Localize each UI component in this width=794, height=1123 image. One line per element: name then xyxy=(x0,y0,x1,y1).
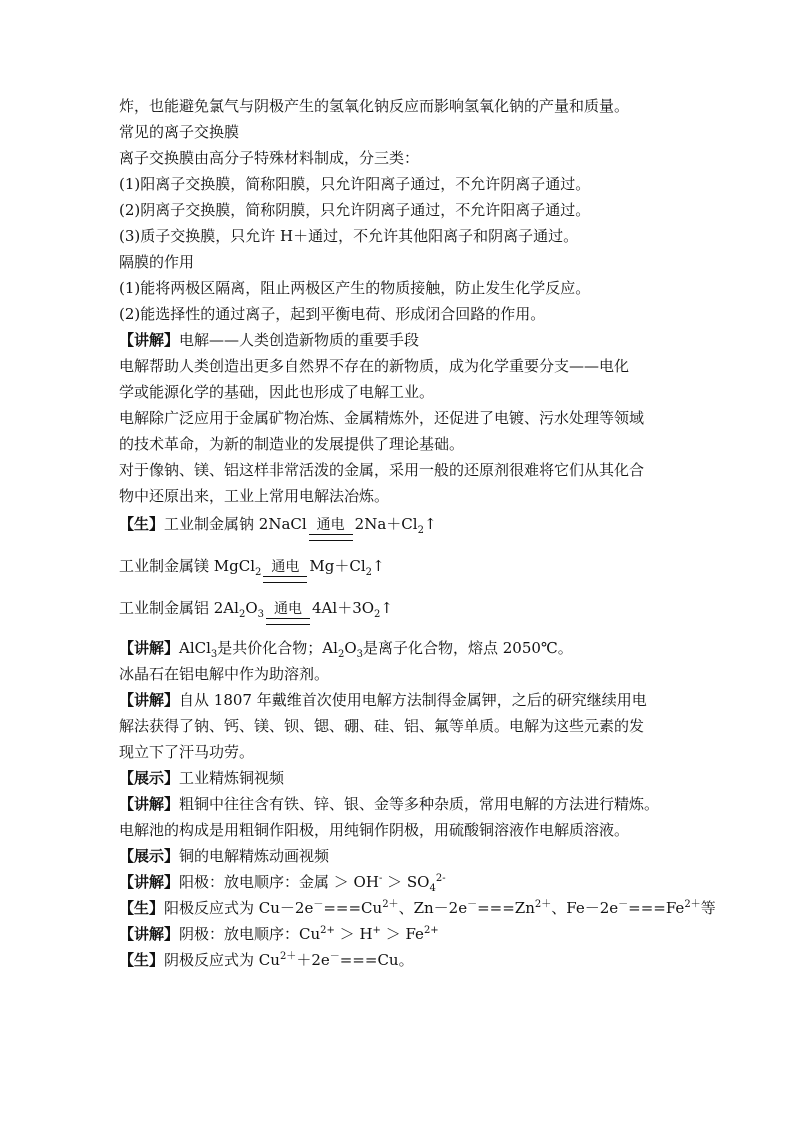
text-run: 工业精炼铜视频 xyxy=(179,769,285,787)
text-line xyxy=(119,921,719,947)
text-line xyxy=(119,661,719,687)
text-line xyxy=(119,869,719,895)
text-line xyxy=(119,119,719,145)
text-run: 电解除广泛应用于金属矿物冶炼、金属精炼外，还促进了电镀、污水处理等领域 xyxy=(119,409,645,427)
text-run: AlCl xyxy=(179,639,211,657)
superscript: 2+ xyxy=(423,925,439,936)
reaction-condition: 通电 xyxy=(274,601,303,617)
text-line xyxy=(119,145,719,171)
text-run: 阴极：放电顺序：Cu xyxy=(179,925,321,943)
text-line xyxy=(119,353,719,379)
text-run: ＞ Fe xyxy=(380,925,424,943)
subscript: 2 xyxy=(255,567,262,578)
text-run: 是离子化合物，熔点 2050℃。 xyxy=(363,639,573,657)
reaction-condition: 通电 xyxy=(271,559,300,575)
text-run: 工业制金属钠 2NaCl xyxy=(164,515,307,533)
text-line xyxy=(119,843,719,869)
text-line xyxy=(119,817,719,843)
reaction-condition-arrow xyxy=(263,559,307,587)
double-line-arrow-icon xyxy=(263,576,307,583)
text-run: 、Zn－2e xyxy=(398,899,468,917)
text-run: 工业制金属镁 MgCl xyxy=(119,557,256,575)
text-run: 自从 1807 年戴维首次使用电解方法制得金属钾，之后的研究继续用电 xyxy=(179,691,647,709)
text-run: 冰晶石在铝电解中作为助溶剂。 xyxy=(119,665,330,683)
text-line xyxy=(119,431,719,457)
section-tag: 【讲解】 xyxy=(119,639,180,657)
text-line xyxy=(119,327,719,353)
text-run: ===Fe xyxy=(628,899,685,917)
text-line xyxy=(119,223,719,249)
section-tag: 【讲解】 xyxy=(119,691,180,709)
section-tag: 【讲解】 xyxy=(119,873,180,891)
text-line xyxy=(119,765,719,791)
text-run: Mg＋Cl xyxy=(309,557,366,575)
reaction-equation xyxy=(119,593,719,635)
text-run: 阴极反应式为 Cu xyxy=(164,951,280,969)
text-line xyxy=(119,197,719,223)
text-run: 电解——人类创造新物质的重要手段 xyxy=(179,331,420,349)
section-tag: 【讲解】 xyxy=(119,331,180,349)
equation-body xyxy=(119,600,393,629)
superscript: 2+ xyxy=(320,925,335,936)
superscript: － xyxy=(467,899,478,910)
text-run: (2)阴离子交换膜，简称阴膜，只允许阴离子通过，不允许阳离子通过。 xyxy=(119,201,591,219)
text-line xyxy=(119,483,719,509)
text-run: ＞ SO xyxy=(382,873,430,891)
double-line-arrow-icon xyxy=(309,534,353,541)
text-line xyxy=(119,405,719,431)
superscript: － xyxy=(329,951,340,962)
text-run: 电解帮助人类创造出更多自然界不存在的新物质，成为化学重要分支——电化 xyxy=(119,357,630,375)
text-run: ===Cu。 xyxy=(339,951,414,969)
reaction-condition: 通电 xyxy=(316,517,345,533)
document-body xyxy=(119,93,719,973)
superscript: － xyxy=(618,899,629,910)
text-line xyxy=(119,275,719,301)
reaction-condition-arrow xyxy=(309,517,353,545)
section-tag: 【展示】 xyxy=(119,769,180,787)
text-line xyxy=(119,301,719,327)
reaction-equation xyxy=(119,551,719,593)
reaction-condition-arrow xyxy=(266,601,310,629)
text-line xyxy=(119,93,719,119)
text-run: 等 xyxy=(700,899,716,917)
superscript: 2＋ xyxy=(684,899,701,910)
text-line xyxy=(119,249,719,275)
superscript: - xyxy=(378,873,383,884)
section-tag: 【生】 xyxy=(119,951,165,969)
text-line xyxy=(119,791,719,817)
text-run: (1)阳离子交换膜，简称阳膜，只允许阳离子通过，不允许阴离子通过。 xyxy=(119,175,591,193)
text-run: (2)能选择性的通过离子，起到平衡电荷、形成闭合回路的作用。 xyxy=(119,305,546,323)
text-run: 2Na＋Cl xyxy=(354,515,418,533)
subscript: 4 xyxy=(429,883,436,894)
text-run: O xyxy=(245,599,258,617)
text-run: ＋2e xyxy=(296,951,330,969)
text-run: (3)质子交换膜，只允许 H＋通过，不允许其他阳离子和阴离子通过。 xyxy=(119,227,579,245)
superscript: 2- xyxy=(435,873,446,884)
text-line xyxy=(119,687,719,713)
text-run: 学或能源化学的基础，因此也形成了电解工业。 xyxy=(119,383,435,401)
text-run: 炸，也能避免氯气与阴极产生的氢氧化钠反应而影响氢氧化钠的产量和质量。 xyxy=(119,97,630,115)
text-run: 是共价化合物；Al xyxy=(217,639,338,657)
text-run: ＞ H xyxy=(334,925,373,943)
text-run: 4Al＋3O xyxy=(312,599,375,617)
section-tag: 【生】 xyxy=(119,515,165,533)
text-run: 粗铜中往往含有铁、锌、银、金等多种杂质，常用电解的方法进行精炼。 xyxy=(179,795,660,813)
text-line xyxy=(119,171,719,197)
section-tag: 【讲解】 xyxy=(119,795,180,813)
text-run: ↑ xyxy=(380,599,393,617)
reaction-equation xyxy=(119,509,719,551)
subscript: 2 xyxy=(374,609,381,620)
subscript: 2 xyxy=(365,567,373,578)
subscript: 2 xyxy=(417,525,424,536)
text-run: 物中还原出来，工业上常用电解法冶炼。 xyxy=(119,487,390,505)
double-line-arrow-icon xyxy=(266,618,310,625)
text-run: 阳极：放电顺序：金属 ＞ OH xyxy=(179,873,379,891)
superscript: 2＋ xyxy=(279,951,297,962)
text-run: ↑ xyxy=(372,557,385,575)
text-line xyxy=(119,457,719,483)
text-run: 现立下了汗马功劳。 xyxy=(119,743,255,761)
text-line xyxy=(119,947,719,973)
superscript: + xyxy=(372,925,381,936)
subscript: 2 xyxy=(238,609,246,620)
section-tag: 【生】 xyxy=(119,899,165,917)
superscript: 2＋ xyxy=(534,899,552,910)
section-tag: 【讲解】 xyxy=(119,925,180,943)
superscript: － xyxy=(313,899,324,910)
subscript: 3 xyxy=(210,649,218,660)
subscript: 3 xyxy=(356,649,363,660)
text-line xyxy=(119,713,719,739)
text-line xyxy=(119,635,719,661)
text-line xyxy=(119,379,719,405)
text-run: ↑ xyxy=(423,515,437,533)
text-run: 对于像钠、镁、铝这样非常活泼的金属，采用一般的还原剂很难将它们从其化合 xyxy=(119,461,645,479)
text-run: 电解池的构成是用粗铜作阳极，用纯铜作阴极，用硫酸铜溶液作电解质溶液。 xyxy=(119,821,630,839)
text-run: 离子交换膜由高分子特殊材料制成，分三类： xyxy=(119,149,420,167)
text-run: 解法获得了钠、钙、镁、钡、锶、硼、硅、铝、氟等单质。电解为这些元素的发 xyxy=(119,717,645,735)
text-run: ===Zn xyxy=(477,899,535,917)
text-run: 阳极反应式为 Cu－2e xyxy=(164,899,314,917)
subscript: 3 xyxy=(257,609,265,620)
text-run: 的技术革命，为新的制造业的发展提供了理论基础。 xyxy=(119,435,465,453)
text-run: 隔膜的作用 xyxy=(119,253,195,271)
equation-body xyxy=(119,516,437,545)
section-tag: 【展示】 xyxy=(119,847,180,865)
text-run: 、Fe－2e xyxy=(551,899,619,917)
subscript: 2 xyxy=(337,649,345,660)
text-line xyxy=(119,895,719,921)
text-run: 铜的电解精炼动画视频 xyxy=(179,847,330,865)
text-run: (1)能将两极区隔离，阻止两极区产生的物质接触，防止发生化学反应。 xyxy=(119,279,591,297)
text-run: O xyxy=(344,639,357,657)
equation-body xyxy=(119,558,385,587)
text-line xyxy=(119,739,719,765)
text-run: 工业制金属铝 2Al xyxy=(119,599,239,617)
text-run: ===Cu xyxy=(323,899,383,917)
superscript: 2＋ xyxy=(382,899,399,910)
text-run: 常见的离子交换膜 xyxy=(119,123,240,141)
